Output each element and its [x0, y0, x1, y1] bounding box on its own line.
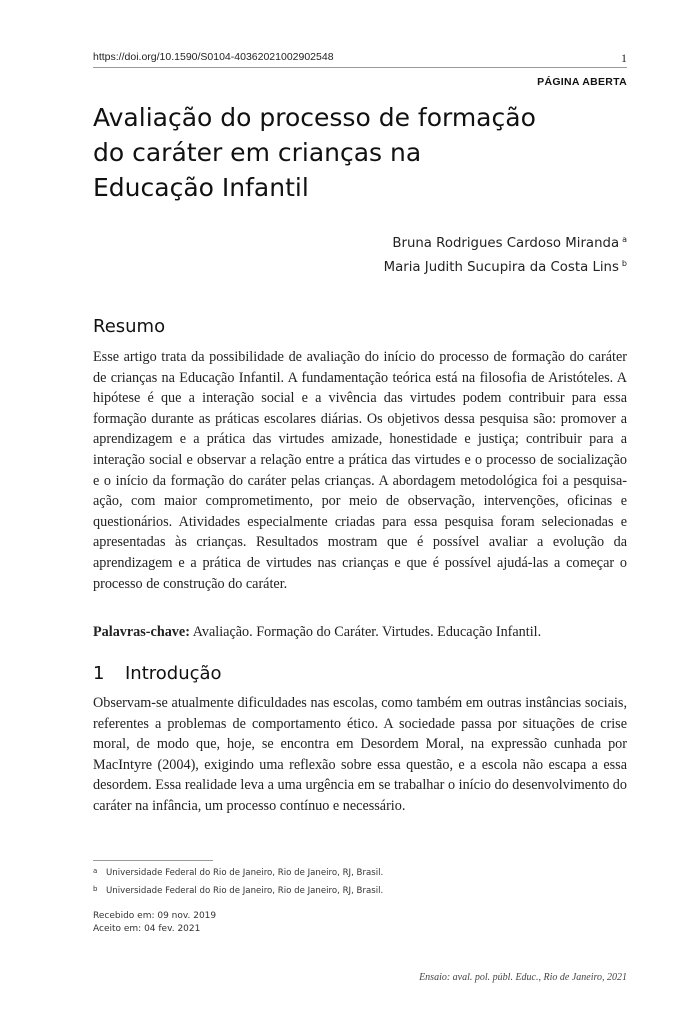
keywords-label: Palavras-chave:: [93, 624, 190, 640]
affiliation-mark[interactable]: b: [621, 259, 627, 268]
author: [384, 230, 627, 254]
received-date: Recebido em: 09 nov. 2019: [93, 911, 217, 921]
section-number: 1: [93, 663, 105, 684]
author-list: [384, 230, 627, 278]
abstract-text: Esse artigo trata da possibilidade de avaliação do início do processo de formação do caráter de crianças na Educação Infantil. A fundamentação teórica está na filosofia de Aristóteles. A hipótese é que a interação social e a vivência das virtudes podem contribuir para essa formação durante as práticas escolares diárias. Os objetivos dessa pesquisa são: promover a aprendizagem e a prática das virtudes amizade, honestidade e justiça; contribuir para a interação social e observar a relação entre a prática das virtudes e o processo de socialização e o início da formação do caráter pelas crianças. A abordagem metodológica foi a pesquisa-ação, com maior comprometimento, por meio de observação, intervenções, oficinas e questionários. Atividades especialmente criadas para essa pesquisa foram selecionadas e apresentadas às crianças. Resultados mostram que é possível avaliar a evolução da aprendizagem e a prática de virtudes nas crianças e que é possível ajudá-las a começar o processo de construção do caráter.: [93, 349, 627, 592]
keywords: [93, 622, 627, 643]
title-line: Educação Infantil: [93, 173, 309, 202]
affiliation-mark[interactable]: a: [622, 235, 627, 244]
introduction-text: Observam-se atualmente dificuldades nas escolas, como também em outras instâncias sociais, referentes a problemas de comportamento ético. A sociedade passa por situações de crise moral, de modo que, hoje, se encontra em Desordem Moral, na expressão cunhada por MacIntyre (2004), exigindo uma reflexão sobre essa questão, e a escola não escapa a essa desordem. Essa realidade leva a uma urgência em se trabalhar o início do desenvolvimento do caráter na infância, um processo contínuo e necessário.: [93, 695, 627, 814]
footnote-text: Universidade Federal do Rio de Janeiro, Rio de Janeiro, RJ, Brasil.: [106, 868, 384, 878]
author-name: Bruna Rodrigues Cardoso Miranda: [392, 236, 620, 251]
accepted-date: Aceito em: 04 fev. 2021: [93, 924, 201, 934]
footnote: [93, 885, 383, 896]
title-line: do caráter em crianças na: [93, 138, 422, 167]
author-name: Maria Judith Sucupira da Costa Lins: [383, 260, 619, 275]
author: [384, 254, 627, 278]
introduction-heading: [93, 663, 222, 684]
footnote-divider: [93, 860, 213, 861]
publication-dates: [93, 910, 216, 936]
article-title: [93, 100, 633, 205]
doi-link[interactable]: https://doi.org/10.1590/S0104-40362021002902548: [93, 51, 334, 63]
section-title: Introdução: [125, 663, 222, 684]
title-line: Avaliação do processo de formação: [93, 103, 536, 132]
abstract-heading: Resumo: [93, 316, 166, 337]
keywords-text: Avaliação. Formação do Caráter. Virtudes. Educação Infantil.: [192, 624, 542, 640]
section-label: PÁGINA ABERTA: [537, 76, 627, 88]
footnote-mark: a: [93, 867, 98, 875]
journal-footer: Ensaio: aval. pol. públ. Educ., Rio de Janeiro, 2021: [419, 972, 627, 983]
running-header: [93, 51, 627, 68]
footnote: [93, 867, 383, 878]
footnote-mark: b: [93, 885, 98, 893]
footnote-text: Universidade Federal do Rio de Janeiro, Rio de Janeiro, RJ, Brasil.: [106, 886, 384, 896]
page-number: 1: [621, 51, 627, 65]
